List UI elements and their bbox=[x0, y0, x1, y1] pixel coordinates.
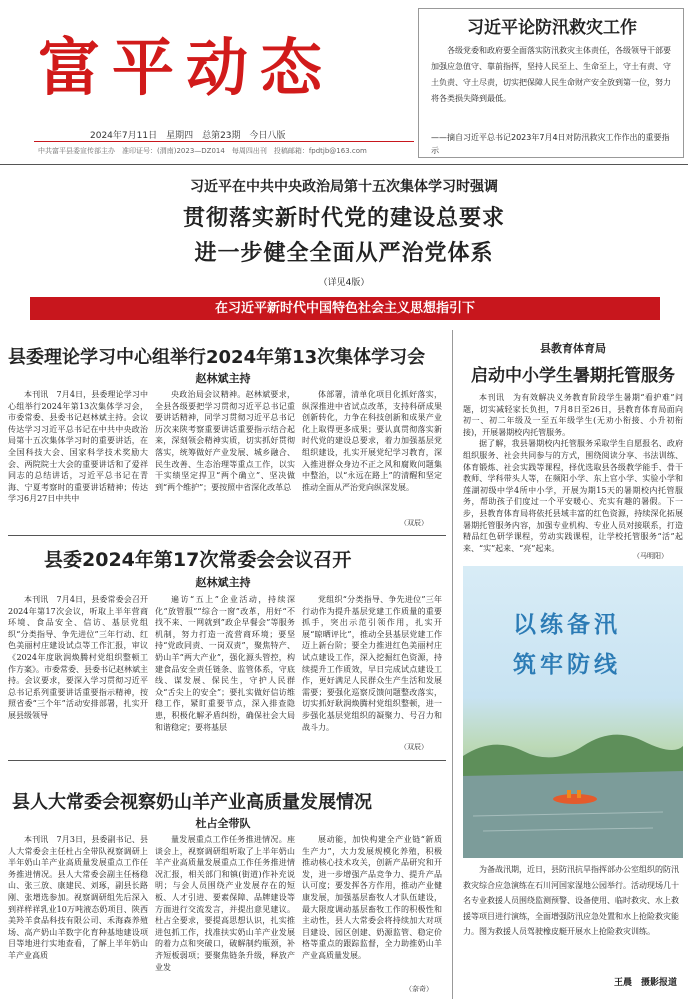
photo-calligraphy-line1: 以练备汛 bbox=[513, 612, 621, 638]
column-separator bbox=[452, 330, 453, 999]
riverbank-scene bbox=[463, 716, 683, 858]
article3-column2: 量发展重点工作任务推进情况。座谈会上，视察调研组听取了上半年奶山羊产业高质量发展重点工作任务推进情况汇报，相关部门和镇(街道)作补充说明；与会人员围绕产业发展存在的短板、人才引进、要素保障、品牌建设等方面进行交流发言，并提出意见建议。杜占全要求，要提高思想认识，扎实推进包抓工作，找准扶实奶山羊产业发展的着力点和突破口，破解制约瓶颈，补齐短板弱项；要聚焦链条升级，释放产业发 bbox=[155, 835, 295, 972]
article2-column1: 本刊讯 7月4日，县委常委会召开2024年第17次会议，听取上半年营商环境、食品安全、信访、基层党组织“分类指导、争先进位”三年行动、红色美丽村庄建设试点等工作汇报，审议《2024年度耿润焕腾村党组织整顿工作方案》。市委常委、县委书记赵林斌主持。会议要求，要深入学习贯彻习近平总书记系列重要讲话重要指示精神，按照省委“三个年”活动安排部署，扎实开展县级领导 bbox=[8, 595, 148, 720]
photo-caption: 为备战汛期，近日，县防汛抗旱指挥部办公室组织的防汛救灾综合应急演练在石川河国家湿地公园举行。活动现场几十名专业救援人员围绕监测预警、设备使用、临时救灾、水上救援等项目进行演练，全面增强防汛应急处置和水上抢险救灾能力。图为救援人员驾驶橡皮艇开展水上抢险救灾训练。 bbox=[463, 865, 679, 936]
article2-column3: 党组织“分类指导、争先进位”三年行动作为提升基层党建工作质量的重要抓手，突出示范引领作用，扎实开展“晾晒评比”，推动全县基层党建工作迈上新台阶；要全力推进红色美丽村庄试点建设工作，深入挖掘红色资源，持续提升工作质效，早日完成试点建设工作，更好满足人民群众生产生活和发展需要；要强化巡察反馈问题整改落实，切实抓好耿润焕腾村党组织整顿，进一步强化基层党组织的凝聚力、号召力和战斗力。 bbox=[302, 595, 442, 732]
photo-calligraphy-line2: 筑牢防线 bbox=[513, 652, 621, 678]
article1-column2: 央政治局会议精神。赵林斌要求，全县各级要把学习贯彻习近平总书记重要讲话精神，同学习贯彻习近平总书记历次来陕考察重要讲话重要指示结合起来，深刻领会精神实质，切实抓好贯彻落实，统筹做好产业发展、城乡融合、民生改善、生态治理等重点工作，以实干实绩坚定捍卫“两个确立”、坚决做到“两个维护”；要按照中省深化改革总 bbox=[155, 390, 295, 492]
article3-byline: 杜占全带队 bbox=[195, 817, 251, 830]
section-banner: 在习近平新时代中国特色社会主义思想指引下 bbox=[30, 297, 660, 320]
article2-headline: 县委2024年第17次常委会会议召开 bbox=[44, 549, 352, 571]
article2-column2: 遍访“五上”企业活动，持续深化“放管服”“综合一窗”改革，用好“不找不来、一网就到”政企早餐会”等服务机制，努力打造一流营商环境；要坚持“党政同责、一岗双责”，聚焦特产、奶山羊“两大产业”，强化源头管控，构建食品安全责任链条、监管体系，守底线、谋发展、保民生，守护人民群众“舌尖上的安全”；要扎实做好信访维稳工作，紧盯重要节点，深入排查隐患，积极化解矛盾纠纷，确保社会大局和谐稳定；要将基层 bbox=[155, 595, 295, 732]
publication-info: 中共富平县委宣传部主办 准印证号：(渭南)2023—DZ014 每周四出刊 投稿邮箱：fpdtjb@163.com bbox=[38, 147, 367, 155]
article1-column3: 体部署，清单化项目化抓好落实，纵深推进中省试点改革，支持科研成果创新转化，力争在科技创新和成果产业化上取得更多成果；要认真贯彻落实新时代党的建设总要求，着力加强基层党组织建设，扎实开展党纪学习教育，深入推进群众身边不正之风和腐败问题集中整治，以“永远在路上”的清醒和坚定推动全面从严治党向纵深发展。 bbox=[302, 390, 442, 492]
lead-kicker: 习近平在中共中央政治局第十五次集体学习时强调 bbox=[190, 179, 498, 195]
article1-headline: 县委理论学习中心组举行2024年第13次集体学习会 bbox=[8, 347, 426, 368]
sidebar-headline: 启动中小学生暑期托管服务 bbox=[471, 366, 675, 386]
article2-signature: （双辰） bbox=[400, 743, 428, 751]
dateline: 2024年7月11日 星期四 总第23期 今日八版 bbox=[90, 131, 286, 141]
sidebar-kicker: 县教育体育局 bbox=[540, 342, 606, 355]
lead-headline-line1: 贯彻落实新时代党的建设总要求 bbox=[182, 206, 505, 231]
rule bbox=[8, 535, 446, 536]
quote-box-source: ——摘自习近平总书记2023年7月4日对防汛救灾工作作出的重要指示 bbox=[431, 133, 670, 155]
sidebar-body: 本刊讯 为有效解决义务教育阶段学生暑期“看护难”问题，切实减轻家长负担，7月8日至26日，县教育体育局面向初一、初二年级及一至五年级学生(无劝小衔接、小升初衔接)，开展暑期校内托管服务。 据了解，我县暑期校内托管服务采取学生自愿报名、政府组织服务、社会共同参与的方式，围绕阅读分享、书法训练、体育锻炼、社会实践等课程，择优选取县各级教学能手、骨干教师、学科带头人等，在频阳小学、东上官小学、实验小学和莲湖初级中学4所中小学，开展为期15天的暑期校内托管服务，帮助孩子们度过一个平安暖心、充实有趣的暑假。下一步，县教育体育局将依托县域丰富的红色资源，持续深化拓展暑期托管服务内容，加强专业机构、专业人员对接联系，打造精品红色研学课程，劳动实践课程，让学校托管服务“活”起来、“实”起来、“亮”起来。 bbox=[463, 393, 683, 553]
quote-box bbox=[418, 8, 684, 158]
quote-box-title: 习近平论防汛救灾工作 bbox=[467, 18, 637, 38]
photo-credit: 王晨 摄影报道 bbox=[613, 978, 677, 988]
lead-headline-line2: 进一步健全全面从严治党体系 bbox=[194, 241, 494, 266]
rule bbox=[0, 164, 688, 165]
sidebar-signature: （马明阳） bbox=[633, 552, 668, 560]
news-photo bbox=[463, 566, 683, 858]
lead-see-page-note: （详见4版） bbox=[318, 278, 370, 288]
newspaper-logo: 富平动态 bbox=[38, 31, 335, 104]
article1-signature: （双辰） bbox=[400, 519, 428, 527]
masthead-rule bbox=[34, 141, 414, 142]
article1-byline: 赵林斌主持 bbox=[195, 372, 251, 385]
article3-column3: 展动能，加快构建全产业链“新质生产力”，大力发展规模化养殖，积极推动核心技术攻关，创新产品研究和开发，进一步增强产品竞争力、提升产品认可度；要发挥各方作用，推动产业健康发展，加强基层畜牧人才队伍建设，最大限度调动基层畜牧工作的积极性和主动性，县人大常委会将持续加大对项目建设、园区创建、奶源监管、稳定价格等重点的跟踪监督，全力助推奶山羊产业高质量发展。 bbox=[302, 835, 442, 960]
article3-headline: 县人大常委会视察奶山羊产业高质量发展情况 bbox=[12, 792, 372, 813]
quote-box-body: 各级党委和政府要全面落实防汛救灾主体责任，各级领导干部要加强应急值守、靠前指挥，坚持人民至上、生命至上，守土有责、守土负责、守土尽责，切实把保障人民生命财产安全放到第一位，努力将各类损失降到最低。 bbox=[431, 46, 671, 103]
rule bbox=[8, 760, 446, 761]
article2-byline: 赵林斌主持 bbox=[195, 576, 251, 589]
article1-column1: 本刊讯 7月4日，县委理论学习中心组举行2024年第13次集体学习会，市委常委、县委书记赵林斌主持。会议传达学习习近平总书记在中共中央政治局第十五次集体学习时的重要讲话，在全国科技大会、国家科学技术奖励大会、两院院士大会的重要讲话和了爱祥同志的总结讲话，习近平总书记在青海、宁夏考察时的重要讲话精神；传达学习6月27日中共中 bbox=[8, 390, 148, 504]
rescue-boat bbox=[553, 794, 597, 804]
article3-signature: （奈奇） bbox=[405, 985, 433, 993]
article3-column1: 本刊讯 7月3日，县委副书记、县人大常委会主任杜占全带队视察调研上半年奶山羊产业高质量发展重点工作任务推进情况。县人大常委会副主任杨稳山、张三放、康建民、刘琢，副县长路刚、张增选参加。视察调研组先后深入到祥样祥乳业10万吨液态奶项目、陕西美羚羊食品科技有限公司、禾海森养殖场、高产奶山羊数字化育种基地建设项目等地进行实地查看，了解上半年奶山羊产业高质 bbox=[8, 835, 148, 960]
